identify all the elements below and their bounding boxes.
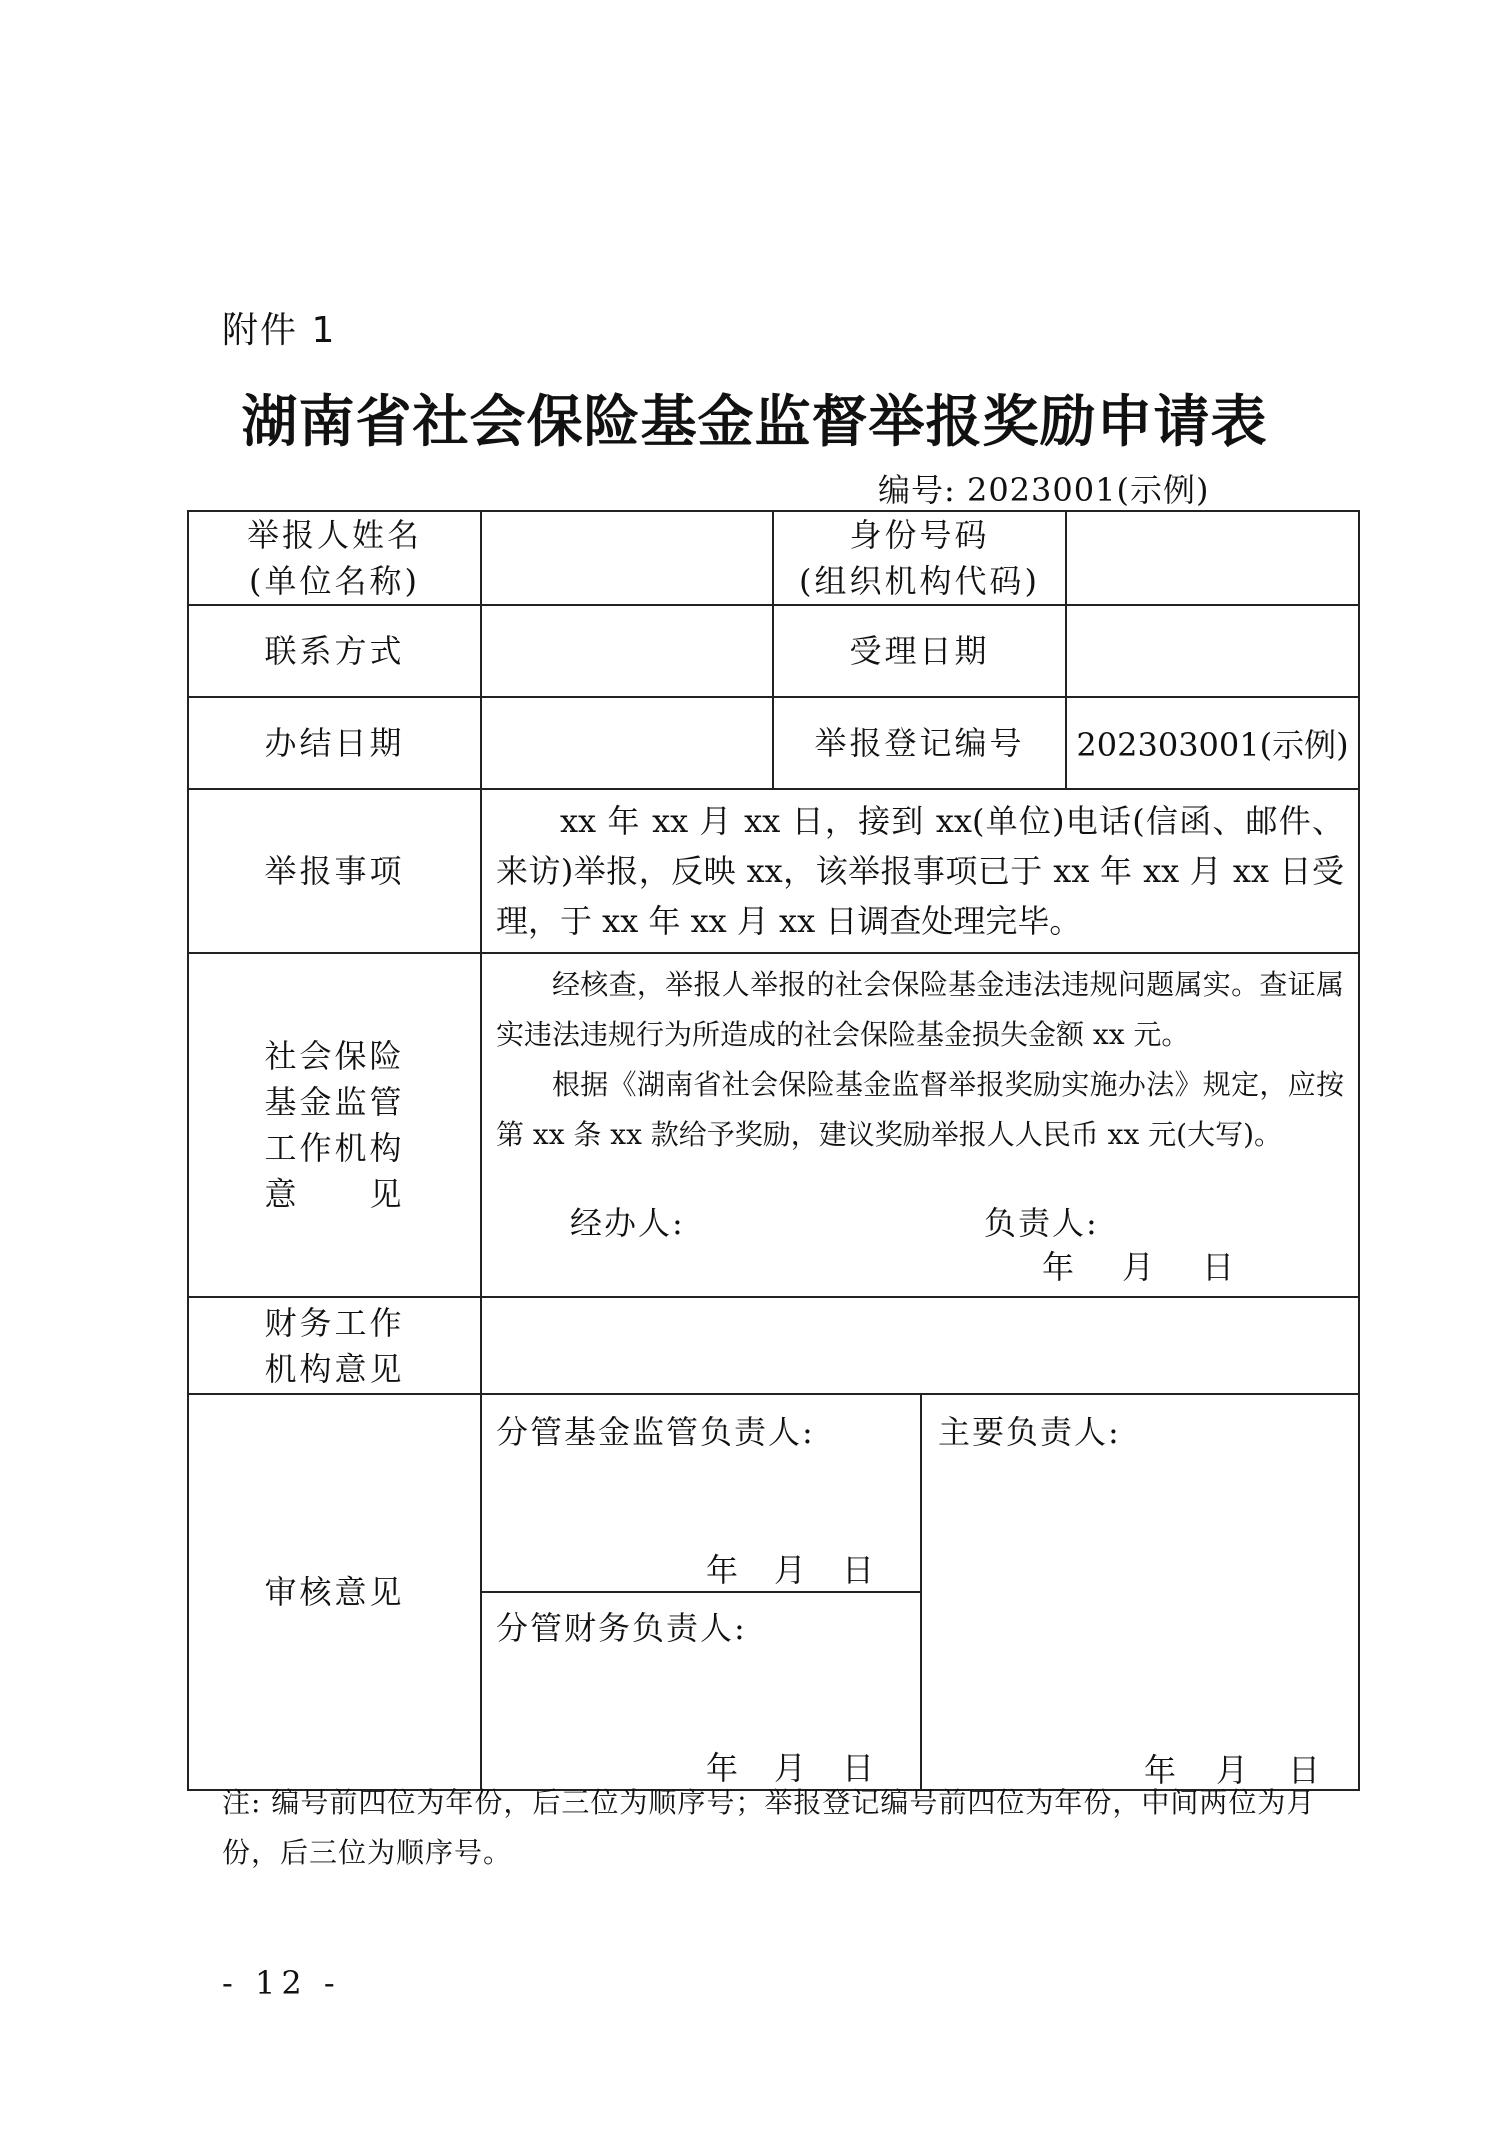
reporter-name-label-cell [188, 511, 481, 605]
date-day-label: 日 [842, 1749, 875, 1787]
supervision-opinion-label [188, 953, 481, 1297]
form-row-matter [188, 789, 1359, 953]
date-year-label: 年 [1144, 1751, 1177, 1789]
main-responsible-label: 主要负责人: [938, 1413, 1121, 1451]
form-row-close [188, 697, 1359, 789]
supervision-paragraph-1: 经核查，举报人举报的社会保险基金违法违规问题属实。查证属实违法违规行为所造成的社会保险基金损失金额 xx 元。 [496, 968, 1344, 1051]
unit-name-label: (单位名称) [249, 562, 420, 600]
form-row-review [188, 1394, 1359, 1790]
form-row-reporter [188, 511, 1359, 605]
supervision-opinion-field[interactable] [481, 953, 1359, 1297]
page-number: - 12 - [222, 1964, 341, 2002]
id-number-label-cell [773, 511, 1066, 605]
date-year-label: 年 [706, 1551, 739, 1589]
serial-number: 编号: 2023001(示例) [878, 471, 1210, 509]
fund-supervisor-label: 分管基金监管负责人: [496, 1413, 815, 1451]
date-month-label: 月 [774, 1749, 807, 1787]
attachment-label: 附件 1 [222, 310, 337, 351]
finance-label-line: 财务工作 [264, 1303, 405, 1342]
report-matter-field[interactable] [481, 789, 1359, 953]
form-row-supervision-opinion [188, 953, 1359, 1297]
close-date-field[interactable] [481, 697, 773, 789]
finance-opinion-field[interactable] [481, 1297, 1359, 1394]
main-responsible-box[interactable] [922, 1395, 1356, 1789]
close-date-label: 办结日期 [188, 697, 481, 789]
supervision-label-line: 意 见 [264, 1175, 405, 1213]
supervision-label-line: 社会保险 [264, 1037, 405, 1075]
finance-label-line: 机构意见 [264, 1349, 405, 1388]
report-matter-text: xx 年 xx 月 xx 日，接到 xx(单位)电话(信函、邮件、来访)举报，反映 xx，该举报事项已于 xx 年 xx 月 xx 日受理，于 xx 年 xx 月 xx 日调查处理完毕。 [496, 802, 1344, 940]
review-left-column [482, 1395, 922, 1789]
form-row-finance-opinion [188, 1297, 1359, 1394]
supervision-label-line: 工作机构 [264, 1129, 405, 1167]
org-code-label: (组织机构代码) [799, 562, 1040, 600]
supervision-paragraph-2: 根据《湖南省社会保险基金监督举报奖励实施办法》规定，应按第 xx 条 xx 款给予奖励，建议奖励举报人人民币 xx 元(大写)。 [496, 1068, 1344, 1151]
fund-supervisor-box[interactable] [482, 1395, 920, 1593]
date-day-label: 日 [1288, 1751, 1321, 1789]
form-row-contact [188, 605, 1359, 697]
supervision-label-line: 基金监管 [264, 1083, 405, 1121]
accept-date-field[interactable] [1066, 605, 1359, 697]
page-title: 湖南省社会保险基金监督举报奖励申请表 [241, 390, 1268, 455]
application-form-table [187, 510, 1360, 1791]
contact-label: 联系方式 [188, 605, 481, 697]
finance-supervisor-box[interactable] [482, 1593, 920, 1789]
contact-field[interactable] [481, 605, 773, 697]
id-number-label: 身份号码 [849, 516, 990, 554]
date-year-label: 年 [1042, 1248, 1075, 1286]
supervision-date[interactable] [1042, 1242, 1234, 1288]
report-matter-label: 举报事项 [188, 789, 481, 953]
date-day-label: 日 [842, 1551, 875, 1589]
footnote: 注: 编号前四位为年份，后三位为顺序号；举报登记编号前四位为年份，中间两位为月份，后三位为顺序号。 [222, 1786, 1316, 1869]
review-opinion-area [481, 1394, 1359, 1790]
id-number-field[interactable] [1066, 511, 1359, 605]
registration-number-label: 举报登记编号 [773, 697, 1066, 789]
supervision-opinion-paragraphs [482, 954, 1358, 1166]
reporter-name-field[interactable] [481, 511, 773, 605]
registration-number-field[interactable]: 202303001(示例) [1066, 697, 1359, 789]
date-month-label: 月 [1216, 1751, 1249, 1789]
finance-supervisor-label: 分管财务负责人: [496, 1609, 747, 1647]
review-opinion-label: 审核意见 [188, 1394, 481, 1790]
responsible-signature-label: 负责人: [984, 1204, 1099, 1242]
handler-signature-label: 经办人: [570, 1204, 685, 1242]
date-month-label: 月 [1122, 1248, 1155, 1286]
fund-supervisor-date[interactable] [706, 1545, 874, 1591]
date-day-label: 日 [1202, 1248, 1235, 1286]
finance-opinion-label [188, 1297, 481, 1394]
date-year-label: 年 [706, 1749, 739, 1787]
reporter-name-label: 举报人姓名 [246, 516, 422, 554]
date-month-label: 月 [774, 1551, 807, 1589]
accept-date-label: 受理日期 [773, 605, 1066, 697]
